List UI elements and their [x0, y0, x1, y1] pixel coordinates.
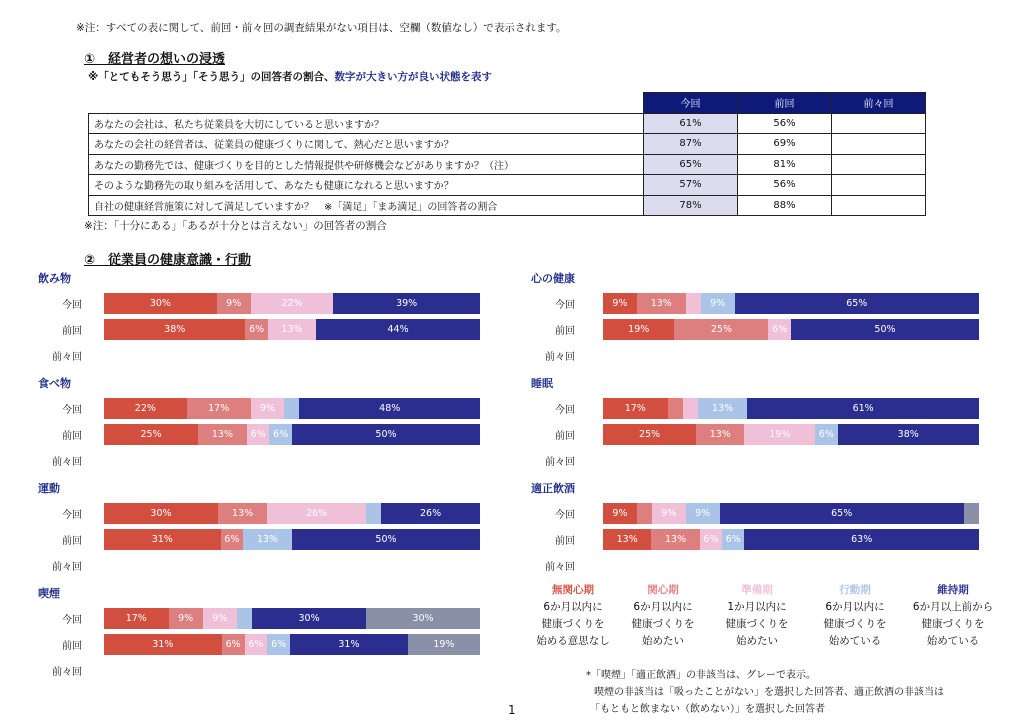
stacked-bar — [104, 634, 480, 655]
legend-description: 始めている — [828, 635, 882, 647]
legend-description: 始めたい — [642, 635, 684, 647]
bar-segment: 17% — [104, 608, 169, 629]
bar-segment: 6% — [245, 319, 267, 340]
header-current: 今回 — [644, 93, 738, 114]
bar-segment: 13% — [696, 424, 744, 445]
prev2-cell — [832, 134, 926, 155]
previous-cell: 88% — [738, 195, 832, 216]
bar-segment — [964, 503, 979, 524]
legend-description: 健康づくりを — [921, 618, 985, 630]
footnote-line: 喫煙の非該当は「吸ったことがない」を選択した回答者、適正飲酒の非該当は — [594, 687, 944, 698]
bar-segment: 38% — [104, 319, 245, 340]
row-label: 前回 — [555, 326, 575, 337]
legend-stage-name: 維持期 — [937, 584, 969, 596]
bar-segment: 50% — [292, 529, 480, 550]
bar-segment: 19% — [408, 634, 480, 655]
subtitle-highlight: 数字が大きい方が良い状態を表す — [334, 71, 492, 83]
header-previous: 前回 — [738, 93, 832, 114]
row-label: 前回 — [555, 536, 575, 547]
table-row — [89, 175, 926, 196]
table-row — [89, 113, 926, 134]
bar-segment: 30% — [104, 503, 218, 524]
legend-description: 1か月以内に — [727, 601, 787, 613]
legend-item — [525, 582, 621, 650]
stacked-bar — [603, 424, 979, 445]
section2-title: ② 従業員の健康意識・行動 — [84, 253, 252, 268]
row-label: 前回 — [62, 536, 82, 547]
current-cell: 57% — [644, 175, 738, 196]
bar-segment: 19% — [744, 424, 815, 445]
row-label: 前々回 — [52, 562, 82, 573]
subtitle-prefix: ※「とてもそう思う」「そう思う」の回答者の割合、 — [88, 71, 335, 83]
legend-stage-name: 準備期 — [741, 584, 773, 596]
bar-segment: 6% — [700, 529, 722, 550]
category-title: 適正飲酒 — [531, 482, 575, 495]
previous-cell: 56% — [738, 113, 832, 134]
row-label: 前回 — [555, 431, 575, 442]
bar-segment: 31% — [104, 634, 222, 655]
prev2-cell — [832, 154, 926, 175]
row-label: 前々回 — [52, 667, 82, 678]
bar-segment — [284, 398, 299, 419]
bar-segment: 39% — [333, 293, 480, 314]
bar-segment: 9% — [603, 503, 637, 524]
table-row — [89, 134, 926, 155]
row-label: 今回 — [555, 300, 575, 311]
bar-segment — [686, 293, 701, 314]
row-label: 前回 — [62, 326, 82, 337]
legend-item — [905, 582, 1001, 650]
legend-description: 健康づくりを — [823, 618, 887, 630]
category-title: 睡眠 — [531, 377, 553, 390]
row-label: 今回 — [555, 510, 575, 521]
question-cell: そのような勤務先の取り組みを活用して、あなたも健康になれると思いますか？ — [89, 175, 644, 196]
row-label: 前回 — [62, 641, 82, 652]
stacked-bar — [104, 293, 480, 314]
bar-segment — [668, 398, 683, 419]
prev2-cell — [832, 195, 926, 216]
bar-segment — [683, 398, 698, 419]
bar-segment: 50% — [791, 319, 979, 340]
previous-cell: 81% — [738, 154, 832, 175]
bar-segment: 30% — [104, 293, 217, 314]
legend-description: 健康づくりを — [725, 618, 789, 630]
row-label: 前々回 — [545, 457, 575, 468]
legend-item — [807, 582, 903, 650]
bar-segment: 6% — [269, 424, 292, 445]
stacked-bar — [104, 529, 480, 550]
row-label: 今回 — [62, 510, 82, 521]
legend-item — [709, 582, 805, 650]
row-label: 前回 — [62, 431, 82, 442]
legend-description: 6か月以内に — [543, 601, 603, 613]
stacked-bar — [104, 424, 480, 445]
current-cell: 61% — [644, 113, 738, 134]
stacked-bar — [603, 398, 979, 419]
header-blank — [89, 93, 644, 114]
legend-description: 始めている — [926, 635, 980, 647]
bar-segment: 13% — [218, 503, 267, 524]
current-cell: 87% — [644, 134, 738, 155]
current-cell: 65% — [644, 154, 738, 175]
legend-stage-name: 関心期 — [647, 584, 679, 596]
prev2-cell — [832, 113, 926, 134]
row-label: 今回 — [555, 405, 575, 416]
bar-segment — [637, 503, 652, 524]
bar-segment: 13% — [637, 293, 686, 314]
stacked-bar — [104, 398, 480, 419]
bar-segment: 13% — [243, 529, 292, 550]
stacked-bar — [603, 503, 979, 524]
bar-segment: 13% — [698, 398, 747, 419]
bar-segment: 13% — [198, 424, 247, 445]
bar-segment: 6% — [247, 424, 270, 445]
legend-description: 始めたい — [736, 635, 778, 647]
question-cell: あなたの会社は、私たち従業員を大切にしていると思いますか？ — [89, 113, 644, 134]
bar-segment: 9% — [652, 503, 686, 524]
question-cell: あなたの会社の経営者は、従業員の健康づくりに関して、熱心だと思いますか？ — [89, 134, 644, 155]
table-row — [89, 154, 926, 175]
bar-segment: 26% — [381, 503, 480, 524]
bar-segment — [237, 608, 252, 629]
legend-description: 6か月以内に — [825, 601, 885, 613]
legend-description: 6か月以内に — [633, 601, 693, 613]
section1-title: ① 経営者の想いの浸透 — [84, 52, 226, 67]
legend-description: 6か月以上前から — [912, 601, 994, 613]
previous-cell: 56% — [738, 175, 832, 196]
table-note: ※注：「十分にある」「あるが十分とは言えない」の回答者の割合 — [84, 220, 387, 232]
category-title: 食べ物 — [38, 377, 71, 390]
bar-segment: 22% — [251, 293, 334, 314]
bar-segment: 25% — [104, 424, 198, 445]
bar-segment: 6% — [245, 634, 268, 655]
row-label: 今回 — [62, 405, 82, 416]
bar-segment: 26% — [267, 503, 366, 524]
bar-segment: 25% — [674, 319, 768, 340]
current-cell: 78% — [644, 195, 738, 216]
category-title: 飲み物 — [38, 272, 71, 285]
table-row — [89, 195, 926, 216]
row-label: 前々回 — [52, 457, 82, 468]
bar-segment: 25% — [603, 424, 696, 445]
bar-segment: 9% — [603, 293, 637, 314]
bar-segment: 38% — [838, 424, 979, 445]
row-label: 前々回 — [545, 562, 575, 573]
legend-description: 始める意思なし — [536, 635, 610, 647]
row-label: 今回 — [62, 615, 82, 626]
bar-segment: 65% — [735, 293, 979, 314]
bar-segment: 6% — [222, 634, 245, 655]
bar-segment: 19% — [603, 319, 674, 340]
bar-segment: 17% — [603, 398, 668, 419]
legend-stage-name: 無関心期 — [552, 584, 594, 596]
bar-segment: 9% — [203, 608, 237, 629]
legend-description: 健康づくりを — [541, 618, 605, 630]
question-cell: あなたの勤務先では、健康づくりを目的とした情報提供や研修機会などがありますか？（注） — [89, 154, 644, 175]
bar-segment: 6% — [221, 529, 244, 550]
section1-subtitle — [88, 69, 492, 84]
bar-segment: 17% — [187, 398, 251, 419]
bar-segment: 9% — [701, 293, 735, 314]
legend-item — [615, 582, 711, 650]
bar-segment: 65% — [720, 503, 964, 524]
bar-segment — [366, 503, 381, 524]
bar-segment: 31% — [104, 529, 221, 550]
bar-segment: 13% — [268, 319, 316, 340]
stacked-bar — [603, 529, 979, 550]
table-header-row — [89, 93, 926, 114]
bar-segment: 6% — [267, 634, 290, 655]
bar-segment: 9% — [169, 608, 203, 629]
bar-segment: 13% — [603, 529, 651, 550]
row-label: 前々回 — [52, 352, 82, 363]
footnote — [586, 667, 944, 718]
bar-segment: 48% — [299, 398, 479, 419]
bar-segment: 6% — [722, 529, 744, 550]
bar-segment: 13% — [651, 529, 699, 550]
category-title: 喫煙 — [38, 587, 60, 600]
bar-segment: 30% — [366, 608, 480, 629]
header-prev2: 前々回 — [832, 93, 926, 114]
bar-segment: 44% — [316, 319, 480, 340]
prev2-cell — [832, 175, 926, 196]
stacked-bar — [104, 319, 480, 340]
category-title: 心の健康 — [531, 272, 575, 285]
stacked-bar — [603, 293, 979, 314]
footnote-line: 「もともと飲まない（飲めない）」を選択した回答者 — [590, 704, 825, 715]
footnote-line: *「喫煙」「適正飲酒」の非該当は、グレーで表示。 — [586, 670, 816, 681]
legend-stage-name: 行動期 — [839, 584, 871, 596]
awareness-table — [88, 92, 926, 216]
bar-segment: 9% — [251, 398, 285, 419]
previous-cell: 69% — [738, 134, 832, 155]
top-note: ※注：すべての表に関して、前回・前々回の調査結果がない項目は、空欄（数値なし）で表示されます。 — [76, 22, 567, 34]
category-title: 運動 — [38, 482, 60, 495]
bar-segment: 6% — [768, 319, 791, 340]
legend-description: 健康づくりを — [631, 618, 695, 630]
row-label: 前々回 — [545, 352, 575, 363]
bar-segment: 9% — [217, 293, 251, 314]
row-label: 今回 — [62, 300, 82, 311]
bar-segment: 50% — [292, 424, 480, 445]
bar-segment: 9% — [686, 503, 720, 524]
stacked-bar — [104, 608, 480, 629]
page-number: 1 — [508, 703, 516, 717]
bar-segment: 6% — [815, 424, 837, 445]
bar-segment: 30% — [252, 608, 366, 629]
stacked-bar — [603, 319, 979, 340]
bar-segment: 22% — [104, 398, 187, 419]
question-cell: 自社の健康経営施策に対して満足していますか？ ※「満足」「まあ満足」の回答者の割合 — [89, 195, 644, 216]
bar-segment: 31% — [290, 634, 408, 655]
bar-segment: 61% — [747, 398, 979, 419]
stacked-bar — [104, 503, 480, 524]
bar-segment: 63% — [744, 529, 979, 550]
